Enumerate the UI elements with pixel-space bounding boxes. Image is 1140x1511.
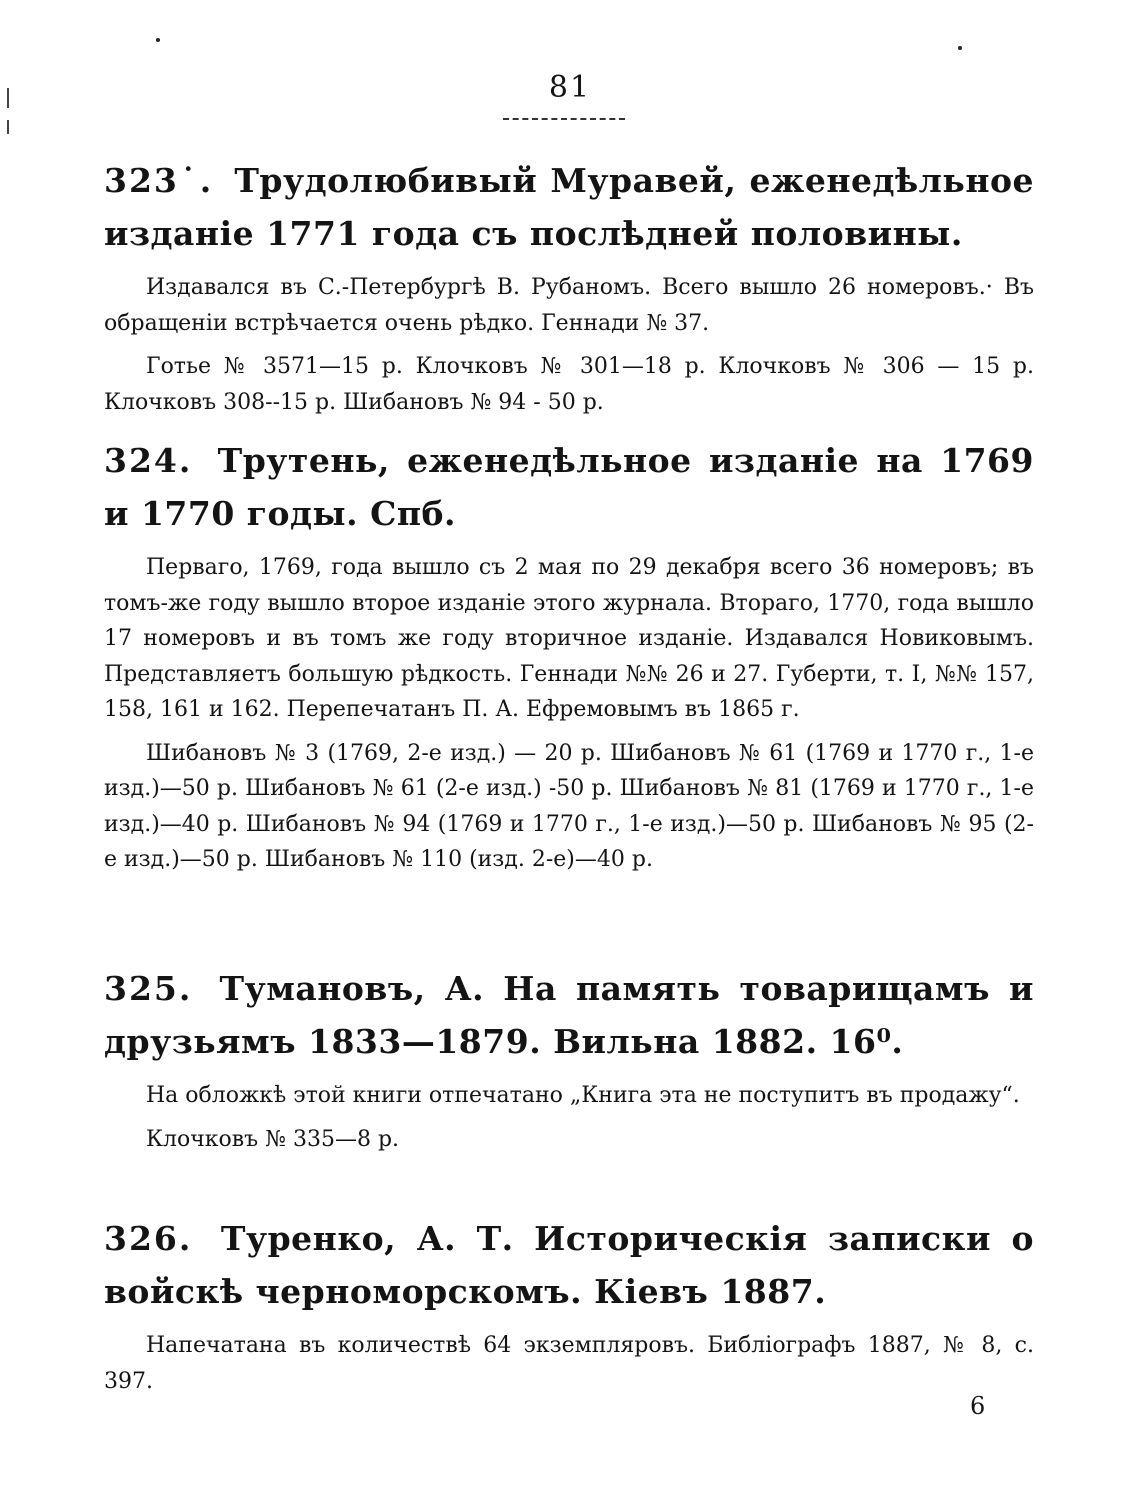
catalog-entry-323	[104, 154, 1034, 420]
entry-prices: Клочковъ № 335—8 р.	[146, 1126, 400, 1152]
catalog-entry-326	[104, 1212, 1034, 1399]
entry-title	[104, 1212, 1034, 1318]
entry-number: 324.	[104, 441, 193, 480]
entry-title-text: Тумановъ, А. На память товарищамъ и друзьямъ 1833—1879. Вильна 1882. 16⁰.	[104, 969, 1034, 1061]
entry-title	[104, 962, 1034, 1068]
entry-description: Напечатана въ количествѣ 64 экземпляровъ. Библіографъ 1887, № 8, с. 397.	[104, 1333, 1034, 1394]
entry-title	[104, 154, 1034, 260]
signature-mark: 6	[970, 1392, 986, 1420]
entry-description: Издавался въ С.-Петербургѣ В. Рубаномъ. Всего вышло 26 номеровъ.· Въ обращеніи встрѣчается очень рѣдко. Геннади № 37.	[104, 275, 1034, 336]
entry-number: 325.	[104, 969, 193, 1008]
entry-title-text: Туренко, А. Т. Историческія записки о войскѣ черноморскомъ. Кіевъ 1887.	[104, 1219, 1034, 1311]
entry-title-text: Трутень, еженедѣльное изданіе на 1769 и 1770 годы. Спб.	[104, 441, 1034, 533]
entry-title-text: Трудолюбивый Муравей, еженедѣльное изданіе 1771 года съ послѣдней половины.	[104, 161, 1034, 253]
entry-description: Перваго, 1769, года вышло съ 2 мая по 29 декабря всего 36 номеровъ; въ томъ-же году вышло второе изданіе этого журнала. Втораго, 1770, года вышло 17 номеровъ и въ томъ же году вторичное изданіе. Издавался Новиковымъ. Представляетъ большую рѣдкость. Геннади №№ 26 и 27. Губерти, т. I, №№ 157, 158, 161 и 162. Перепечатанъ П. А. Ефремовымъ въ 1865 г.	[104, 555, 1034, 722]
print-speck	[156, 38, 160, 42]
page-header	[0, 70, 1140, 105]
page-number: 81	[548, 70, 592, 105]
catalog-entry-325	[104, 962, 1034, 1157]
entry-number: 326.	[104, 1219, 193, 1258]
header-rule	[503, 118, 625, 120]
print-speck	[958, 46, 962, 50]
entry-title	[104, 434, 1034, 540]
entry-prices: Шибановъ № 3 (1769, 2-е изд.) — 20 р. Шибановъ № 61 (1769 и 1770 г., 1-е изд.)—50 р. Шибановъ № 61 (2-е изд.) -50 р. Шибановъ № 81 (1769 и 1770 г., 1-е изд.)—40 р. Шибановъ № 94 (1769 и 1770 г., 1-е изд.)—50 р. Шибановъ № 95 (2-е изд.)—50 р. Шибановъ № 110 (изд. 2-е)—40 р.	[104, 740, 1034, 872]
left-edge-mark-2	[7, 120, 9, 134]
entry-prices: Готье № 3571—15 р. Клочковъ № 301—18 р. Клочковъ № 306 — 15 р. Клочковъ 308--15 р. Шибановъ № 94 - 50 р.	[104, 354, 1034, 415]
catalog-entry-324	[104, 434, 1034, 878]
entry-number: 323˙.	[104, 161, 214, 200]
entry-description: На обложкѣ этой книги отпечатано „Книга эта не поступитъ въ продажу“.	[146, 1083, 1020, 1108]
